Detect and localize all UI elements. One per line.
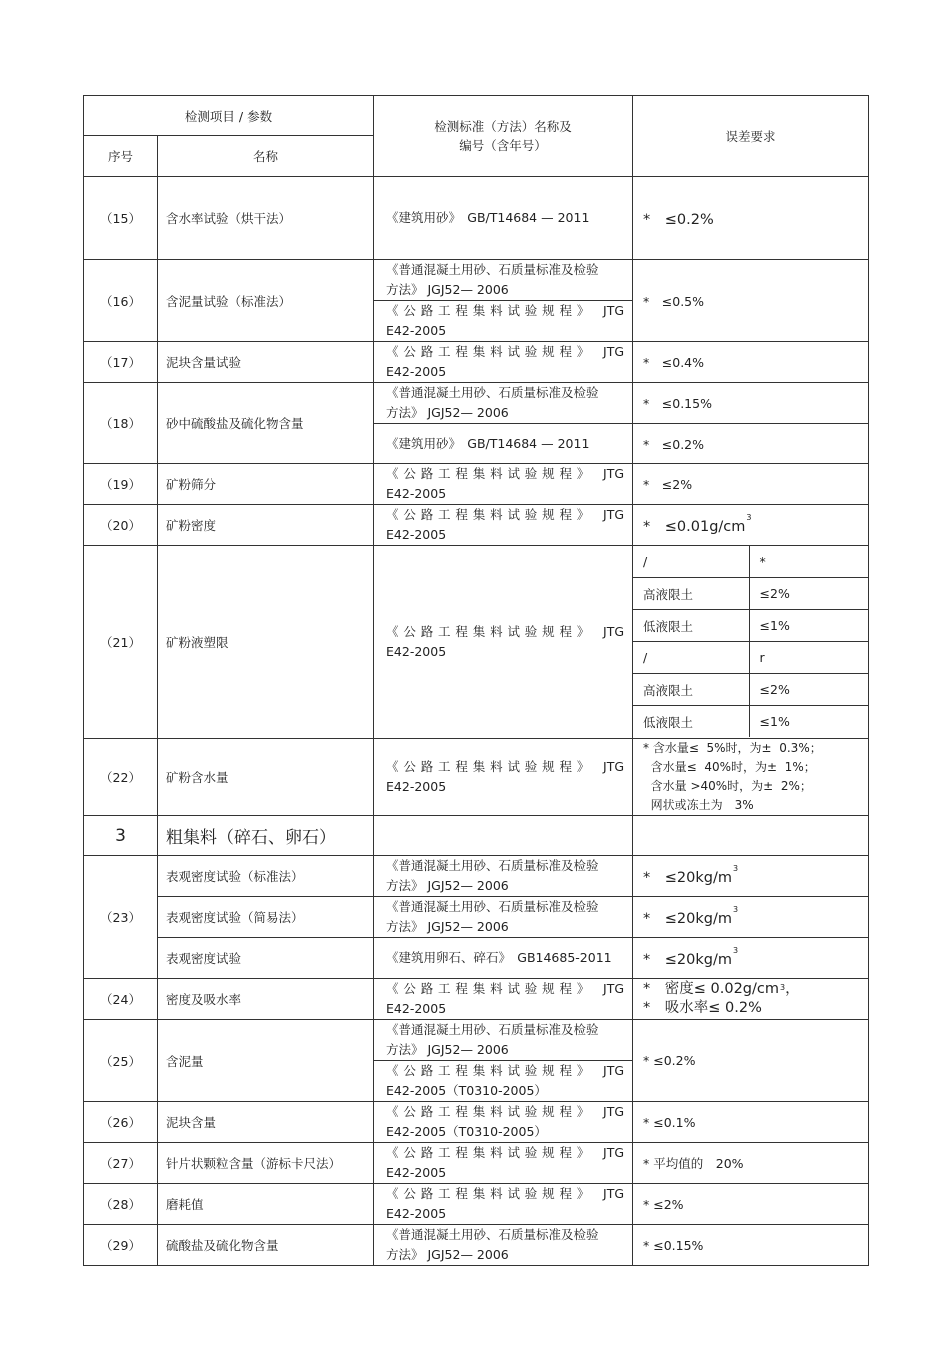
sub-label: / — [633, 546, 749, 578]
row-error: * ≤0.2% — [633, 424, 869, 464]
std-line: 《公路工程集料试验规程》 JTG — [386, 981, 625, 996]
row-standard — [374, 897, 633, 938]
section-row — [84, 816, 869, 856]
row-no: （19） — [84, 464, 158, 505]
row-error — [633, 897, 869, 938]
std-line: 《普通混凝土用砂、石质量标准及检验 — [386, 899, 599, 914]
std-line: E42-2005 — [386, 364, 447, 379]
row-error: * ≤0.5% — [633, 260, 869, 342]
empty-cell — [374, 816, 633, 856]
note-line: 含水量≤ 40%时，为± 1%； — [643, 760, 816, 774]
sub-row — [633, 642, 868, 674]
sub-value: r — [749, 642, 868, 674]
row-error: * 平均值的 20% — [633, 1143, 869, 1184]
table-row — [84, 1143, 869, 1184]
std-line: E42-2005 — [386, 323, 447, 338]
error-text: * 密度≤ 0.02g/cm — [643, 981, 779, 997]
header-name: 名称 — [158, 136, 374, 177]
table-row — [84, 177, 869, 260]
note-line: 含水量 >40%时，为± 2%； — [643, 779, 812, 793]
std-line: 方法》 JGJ52— 2006 — [386, 1042, 509, 1057]
row-no: （29） — [84, 1225, 158, 1266]
row-standard — [374, 464, 633, 505]
std-line: E42-2005 — [386, 1001, 447, 1016]
header-error: 误差要求 — [633, 96, 869, 177]
row-error — [633, 505, 869, 546]
row-name: 含泥量试验（标准法） — [158, 260, 374, 342]
table-row — [84, 938, 869, 979]
row-no: （24） — [84, 979, 158, 1020]
row-no: （20） — [84, 505, 158, 546]
row-standard: 《建筑用砂》 GB/T14684 — 2011 — [374, 177, 633, 260]
table-row — [84, 464, 869, 505]
row-no: （22） — [84, 739, 158, 816]
row-no: （27） — [84, 1143, 158, 1184]
row-standard — [374, 1184, 633, 1225]
row-standard — [374, 260, 633, 301]
row-name: 泥块含量试验 — [158, 342, 374, 383]
std-line: 《公路工程集料试验规程》 JTG — [386, 507, 625, 522]
header-group: 检测项目 / 参数 — [84, 96, 374, 136]
std-line: 方法》 JGJ52— 2006 — [386, 878, 509, 893]
sub-row — [633, 578, 868, 610]
row-name: 矿粉密度 — [158, 505, 374, 546]
row-no: （23） — [84, 856, 158, 979]
table-row — [84, 1184, 869, 1225]
std-line: 《公路工程集料试验规程》 JTG — [386, 303, 625, 318]
empty-cell — [633, 816, 869, 856]
row-no: （18） — [84, 383, 158, 464]
note-line: * 含水量≤ 5%时，为± 0.3%； — [643, 741, 822, 755]
row-name: 表观密度试验（标准法） — [158, 856, 374, 897]
row-standard — [374, 739, 633, 816]
liquid-limit-subtable — [633, 546, 868, 737]
error-line: * 吸水率≤ 0.2% — [643, 1000, 762, 1016]
sub-label: / — [633, 642, 749, 674]
table-row — [84, 1225, 869, 1266]
row-standard — [374, 856, 633, 897]
std-line: E42-2005（T0310-2005） — [386, 1124, 547, 1139]
table-row — [84, 342, 869, 383]
superscript: 3 — [746, 512, 752, 522]
note-line: 网状或冻土为 3% — [643, 798, 754, 812]
error-line — [643, 980, 868, 999]
std-line: E42-2005 — [386, 527, 447, 542]
table-row — [84, 505, 869, 546]
superscript: 3 — [780, 983, 786, 992]
row-no: （15） — [84, 177, 158, 260]
std-line: 《公路工程集料试验规程》 JTG — [386, 759, 625, 774]
row-standard — [374, 1102, 633, 1143]
row-error — [633, 546, 869, 739]
superscript: 3 — [732, 945, 739, 955]
row-name: 表观密度试验（简易法） — [158, 897, 374, 938]
sub-value: ≤1% — [759, 714, 790, 729]
sub-value: ≤2% — [749, 674, 868, 706]
sub-value: ≤1% — [749, 610, 868, 642]
std-line: 《公路工程集料试验规程》 JTG — [386, 1145, 625, 1160]
row-no: （21） — [84, 546, 158, 739]
row-name: 矿粉筛分 — [158, 464, 374, 505]
table-row — [84, 1020, 869, 1061]
sub-value: * — [749, 546, 868, 578]
row-standard — [374, 1061, 633, 1102]
row-name: 磨耗值 — [158, 1184, 374, 1225]
row-standard: 《建筑用砂》 GB/T14684 — 2011 — [374, 424, 633, 464]
row-error: * ≤0.15% — [633, 383, 869, 424]
row-standard: 《建筑用卵石、碎石》 GB14685-2011 — [374, 938, 633, 979]
std-line: 方法》 JGJ52— 2006 — [386, 1247, 509, 1262]
table-row — [84, 856, 869, 897]
superscript: 3 — [732, 863, 739, 873]
error-text: * ≤0.01g/cm — [643, 518, 746, 535]
row-name: 针片状颗粒含量（游标卡尺法） — [158, 1143, 374, 1184]
std-line: E42-2005 — [386, 1206, 447, 1221]
std-line: E42-2005 — [386, 486, 447, 501]
header-standard: 检测标准（方法）名称及 编号（含年号） — [374, 96, 633, 177]
row-name: 矿粉液塑限 — [158, 546, 374, 739]
std-line: 《普通混凝土用砂、石质量标准及检验 — [386, 1022, 599, 1037]
row-standard — [374, 1143, 633, 1184]
table-row — [84, 546, 869, 739]
table-row — [84, 1102, 869, 1143]
std-line: 《公路工程集料试验规程》 JTG — [386, 1063, 625, 1078]
std-line: 方法》 JGJ52— 2006 — [386, 919, 509, 934]
row-name: 表观密度试验 — [158, 938, 374, 979]
row-error — [633, 856, 869, 897]
row-error: * ≤2% — [633, 1184, 869, 1225]
std-line: 《公路工程集料试验规程》 JTG — [386, 466, 625, 481]
std-line: E42-2005 — [386, 779, 447, 794]
row-name: 含泥量 — [158, 1020, 374, 1102]
row-standard — [374, 383, 633, 424]
row-error: * ≤0.4% — [633, 342, 869, 383]
row-no: （26） — [84, 1102, 158, 1143]
row-name: 含水率试验（烘干法） — [158, 177, 374, 260]
error-text: * ≤20kg/m — [643, 869, 732, 886]
header-row — [84, 96, 869, 136]
std-line: 《普通混凝土用砂、石质量标准及检验 — [386, 385, 599, 400]
sub-row — [633, 610, 868, 642]
error-text: * ≤20kg/m — [643, 910, 732, 927]
row-error — [633, 938, 869, 979]
row-no: （17） — [84, 342, 158, 383]
inspection-standards-table — [83, 95, 869, 1266]
std-line: 《公路工程集料试验规程》 JTG — [386, 624, 625, 639]
table-row — [84, 739, 869, 816]
section-no: 3 — [84, 816, 158, 856]
table-row — [84, 383, 869, 424]
sub-value: ≤2% — [749, 578, 868, 610]
error-text: * ≤20kg/m — [643, 951, 732, 968]
row-error: * ≤0.1% — [633, 1102, 869, 1143]
row-error — [633, 979, 869, 1020]
table-row — [84, 979, 869, 1020]
std-line: 《公路工程集料试验规程》 JTG — [386, 344, 625, 359]
std-line: 方法》 JGJ52— 2006 — [386, 282, 509, 297]
error-text: ， — [785, 981, 800, 997]
row-standard — [374, 301, 633, 342]
row-error: * ≤0.15% — [633, 1225, 869, 1266]
std-line: 《公路工程集料试验规程》 JTG — [386, 1186, 625, 1201]
std-line: 《普通混凝土用砂、石质量标准及检验 — [386, 262, 599, 277]
sub-label: 低液限土 — [633, 706, 749, 738]
row-no: （16） — [84, 260, 158, 342]
std-line: 《普通混凝土用砂、石质量标准及检验 — [386, 858, 599, 873]
std-line: E42-2005 — [386, 1165, 447, 1180]
row-name: 矿粉含水量 — [158, 739, 374, 816]
section-title: 粗集料（碎石、卵石） — [158, 816, 374, 856]
row-standard — [374, 979, 633, 1020]
row-name: 泥块含量 — [158, 1102, 374, 1143]
row-error: * ≤0.2% — [633, 177, 869, 260]
superscript: 3 — [732, 904, 739, 914]
row-error: * ≤0.2% — [633, 1020, 869, 1102]
sub-label: 低液限土 — [633, 610, 749, 642]
row-error: * ≤2% — [633, 464, 869, 505]
row-name: 砂中硫酸盐及硫化物含量 — [158, 383, 374, 464]
row-standard — [374, 342, 633, 383]
std-line: E42-2005（T0310-2005） — [386, 1083, 547, 1098]
sub-row — [633, 674, 868, 706]
row-standard — [374, 1020, 633, 1061]
sub-label: 高液限土 — [633, 674, 749, 706]
table-row — [84, 260, 869, 301]
header-no: 序号 — [84, 136, 158, 177]
row-no: （25） — [84, 1020, 158, 1102]
sub-row — [633, 706, 868, 738]
row-error — [633, 739, 869, 816]
row-standard — [374, 546, 633, 739]
sub-label: 高液限土 — [633, 578, 749, 610]
row-name: 密度及吸水率 — [158, 979, 374, 1020]
std-line: E42-2005 — [386, 644, 447, 659]
table-row — [84, 897, 869, 938]
std-line: 《公路工程集料试验规程》 JTG — [386, 1104, 625, 1119]
row-standard — [374, 1225, 633, 1266]
row-standard — [374, 505, 633, 546]
row-name: 硫酸盐及硫化物含量 — [158, 1225, 374, 1266]
std-line: 《普通混凝土用砂、石质量标准及检验 — [386, 1227, 599, 1242]
sub-row — [633, 546, 868, 578]
row-no: （28） — [84, 1184, 158, 1225]
std-line: 方法》 JGJ52— 2006 — [386, 405, 509, 420]
